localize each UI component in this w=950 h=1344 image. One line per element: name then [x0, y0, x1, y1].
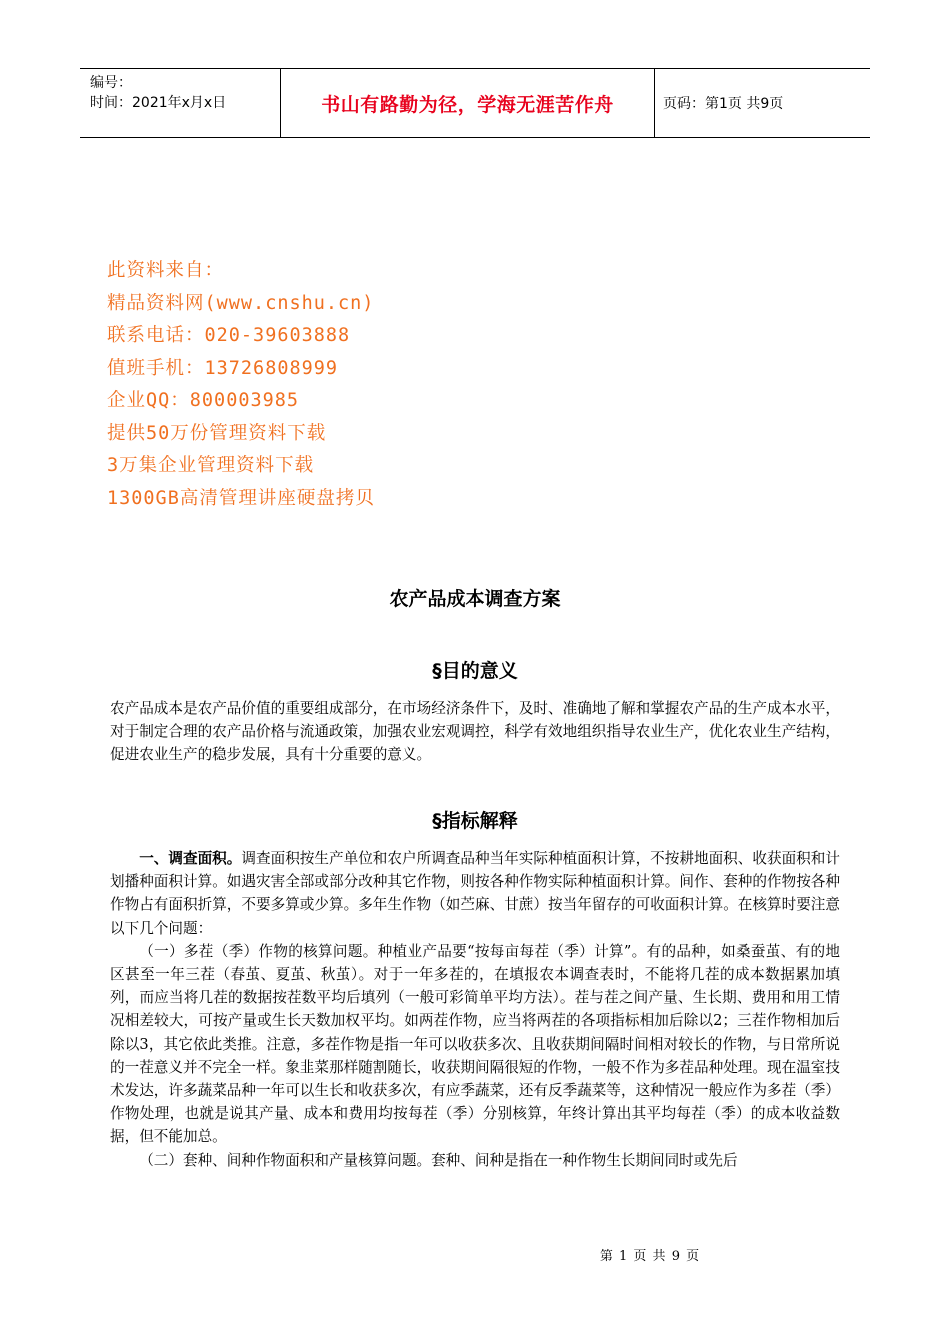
- promo-line: 精品资料网(www.cnshu.cn): [107, 292, 375, 314]
- page-info-text: 页码：第1页 共9页: [663, 96, 784, 112]
- page-header: [80, 68, 870, 138]
- promo-block: [107, 255, 375, 515]
- promo-line: 提供50万份管理资料下载: [107, 422, 327, 444]
- document-title: 农产品成本调查方案: [389, 588, 561, 610]
- header-motto-cell: [280, 69, 655, 137]
- promo-line: 此资料来自：: [107, 260, 225, 281]
- paragraph: 农产品成本是农产品价值的重要组成部分，在市场经济条件下，及时、准确地了解和掌握农产品的生产成本水平，对于制定合理的农产品价格与流通政策，加强农业宏观调控，科学有效地组织指导农业生产，优化农业生产结构，促进农业生产的稳步发展，具有十分重要的意义。: [110, 700, 840, 764]
- promo-line: 3万集企业管理资料下载: [107, 455, 315, 476]
- promo-line: 企业QQ：800003985: [107, 390, 300, 411]
- item-lead: 一、调查面积。: [139, 850, 242, 867]
- section-purpose-body: [110, 697, 840, 767]
- motto-text: 书山有路勤为径，学海无涯苦作舟: [321, 93, 614, 116]
- page-footer: [0, 1245, 950, 1264]
- header-meta: [80, 69, 280, 137]
- section-indicators-body: [110, 847, 840, 1172]
- footer-page-number: 第 1 页 共 9 页: [599, 1249, 701, 1264]
- promo-line: 1300GB高清管理讲座硬盘拷贝: [107, 487, 375, 509]
- paragraph: [110, 847, 840, 940]
- item-text: 调查面积按生产单位和农户所调查品种当年实际种植面积计算，不按耕地面积、收获面积和计划播种面积计算。如遇灾害全部或部分改种其它作物，则按各种作物实际种植面积计算。间作、套种的作物按各种作物占有面积折算，不要多算或少算。多年生作物（如苎麻、甘蔗）按当年留存的可收面积计算。在核算时要注意以下几个问题：: [110, 850, 840, 937]
- section-heading-indicators: §指标解释: [432, 810, 518, 832]
- paragraph: （一）多茬（季）作物的核算问题。种植业产品要“按每亩每茬（季）计算”。有的品种，如桑蚕茧、有的地区甚至一年三茬（春茧、夏茧、秋茧）。对于一年多茬的，在填报农本调查表时，不能将几茬的成本数据累加填列，而应当将几茬的数据按茬数平均后填列（一般可彩简单平均方法）。茬与茬之间产量、生长期、费用和用工情况相差较大，可按产量或生长天数加权平均。如两茬作物，应当将两茬的各项指标相加后除以2；三茬作物相加后除以3，其它依此类推。注意，多茬作物是指一年可以收获多次、且收获期间隔时间相对较长的作物，与日常所说的一茬意义并不完全一样。象韭菜那样随割随长，收获期间隔很短的作物，一般不作为多茬品种处理。现在温室技术发达，许多蔬菜品种一年可以生长和收获多次，有应季蔬菜，还有反季蔬菜等，这种情况一般应作为多茬（季）作物处理，也就是说其产量、成本和费用均按每茬（季）分别核算，年终计算出其平均每茬（季）的成本收益数据，但不能加总。: [110, 942, 840, 1146]
- header-page-info: [655, 69, 870, 137]
- promo-line: 联系电话：020-39603888: [107, 325, 351, 346]
- paragraph: （二）套种、间种作物面积和产量核算问题。套种、间种是指在一种作物生长期间同时或先后: [139, 1151, 738, 1169]
- promo-line: 值班手机：13726808999: [107, 357, 339, 379]
- number-label: 编号：: [90, 75, 132, 91]
- time-label: 时间：2021年x月x日: [90, 95, 227, 111]
- section-heading-purpose: §目的意义: [432, 660, 518, 682]
